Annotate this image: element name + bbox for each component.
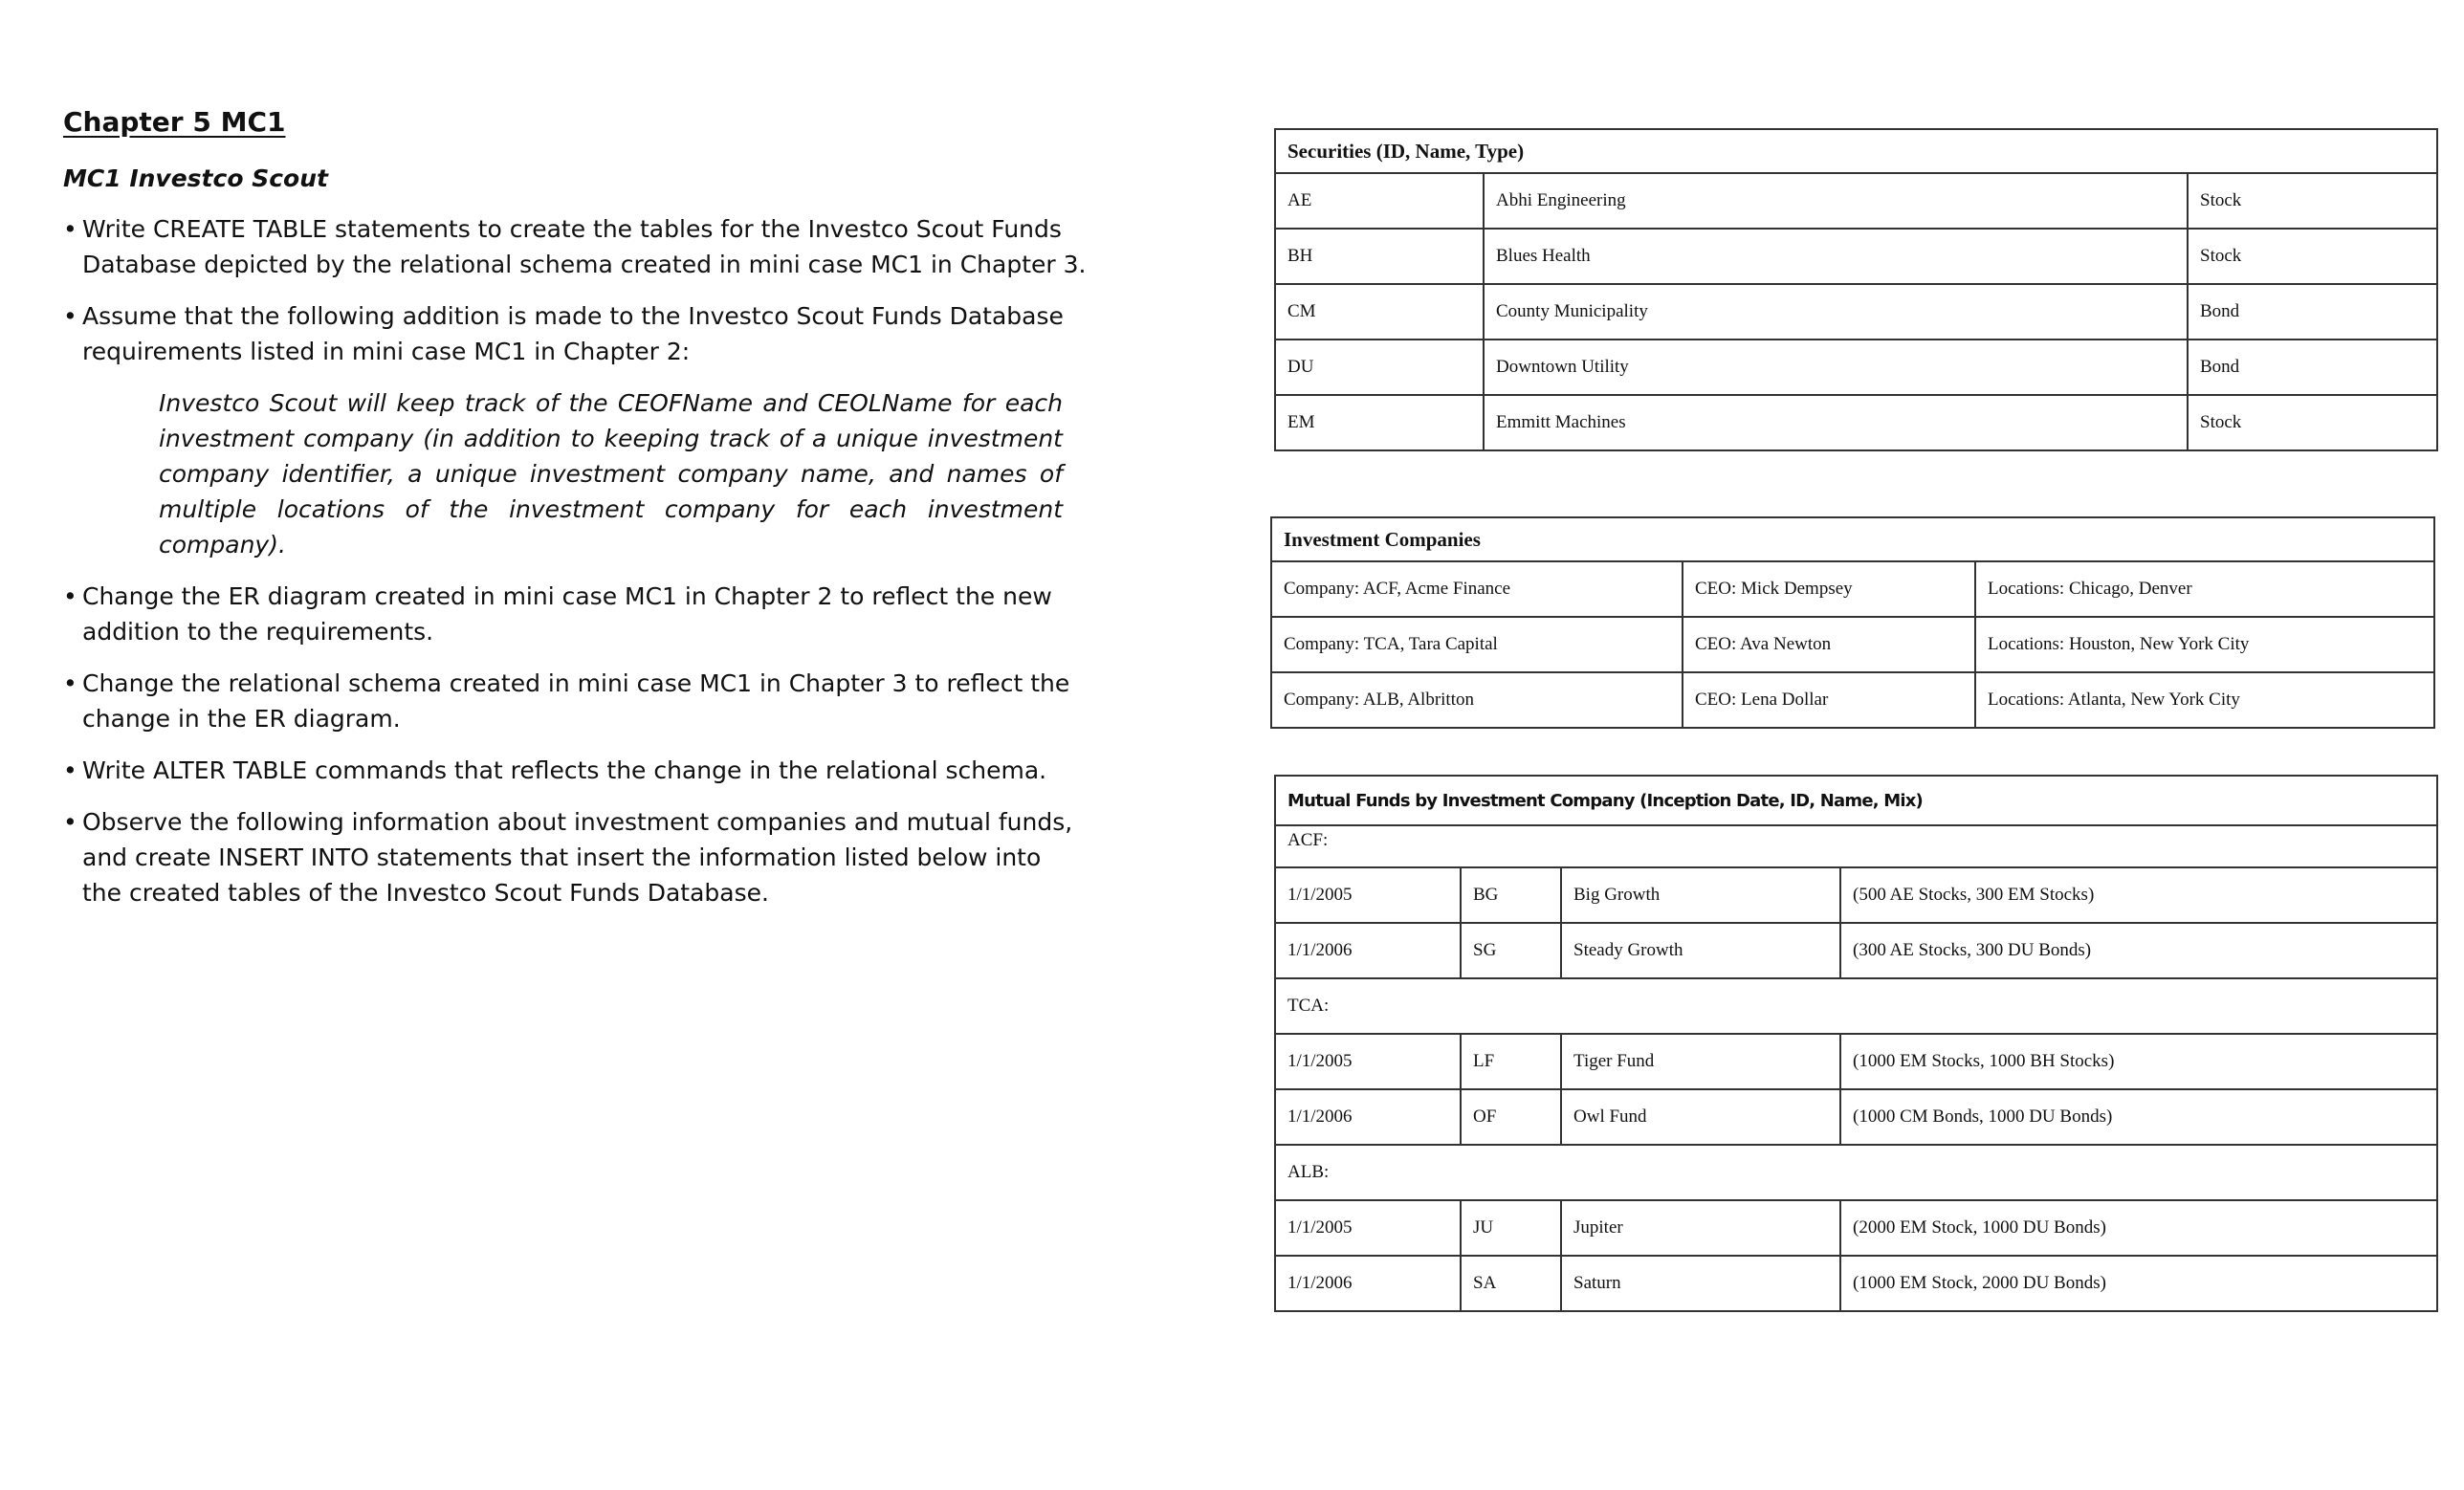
table-row xyxy=(1271,617,2434,672)
security-name: County Municipality xyxy=(1484,284,2188,340)
security-id: BH xyxy=(1275,229,1484,284)
bullet-glyph: • xyxy=(63,756,77,784)
locations-cell: Locations: Chicago, Denver xyxy=(1975,561,2434,617)
table-row xyxy=(1275,1034,2437,1089)
fund-date: 1/1/2006 xyxy=(1275,1089,1461,1145)
table-row xyxy=(1275,1200,2437,1256)
table-header-row xyxy=(1271,517,2434,561)
fund-mix: (500 AE Stocks, 300 EM Stocks) xyxy=(1840,867,2437,923)
instruction-item xyxy=(63,298,1087,369)
fund-date: 1/1/2005 xyxy=(1275,1034,1461,1089)
fund-mix: (1000 EM Stock, 2000 DU Bonds) xyxy=(1840,1256,2437,1311)
security-id: EM xyxy=(1275,395,1484,450)
fund-name: Saturn xyxy=(1561,1256,1840,1311)
fund-date: 1/1/2006 xyxy=(1275,1256,1461,1311)
locations-cell: Locations: Houston, New York City xyxy=(1975,617,2434,672)
chapter-title: Chapter 5 MC1 xyxy=(63,106,286,138)
security-type: Bond xyxy=(2188,340,2437,395)
fund-mix: (2000 EM Stock, 1000 DU Bonds) xyxy=(1840,1200,2437,1256)
group-label: ACF: xyxy=(1275,825,2437,867)
group-label: ALB: xyxy=(1275,1145,2437,1200)
fund-date: 1/1/2006 xyxy=(1275,923,1461,978)
security-id: CM xyxy=(1275,284,1484,340)
table-row xyxy=(1275,1089,2437,1145)
instructions-panel xyxy=(63,103,1087,927)
bullet-glyph: • xyxy=(63,215,77,243)
ceo-cell: CEO: Lena Dollar xyxy=(1683,672,1975,728)
company-cell: Company: ACF, Acme Finance xyxy=(1271,561,1683,617)
fund-id: BG xyxy=(1461,867,1561,923)
table-header: Securities (ID, Name, Type) xyxy=(1275,129,2437,173)
security-type: Bond xyxy=(2188,284,2437,340)
bullet-glyph: • xyxy=(63,582,77,610)
instruction-item xyxy=(63,211,1087,282)
table-header-row xyxy=(1275,776,2437,825)
table-row xyxy=(1275,395,2437,450)
instruction-item xyxy=(63,753,1087,788)
bullet-glyph: • xyxy=(63,669,77,697)
instruction-text: Write ALTER TABLE commands that reflects the change in the relational schema. xyxy=(82,756,1047,784)
fund-id: SA xyxy=(1461,1256,1561,1311)
table-row xyxy=(1275,1256,2437,1311)
securities-table xyxy=(1274,128,2438,451)
bullet-glyph: • xyxy=(63,808,77,836)
security-name: Downtown Utility xyxy=(1484,340,2188,395)
table-header-row xyxy=(1275,129,2437,173)
fund-mix: (300 AE Stocks, 300 DU Bonds) xyxy=(1840,923,2437,978)
instruction-text: Change the relational schema created in mini case MC1 in Chapter 3 to reflect the change in the ER diagram. xyxy=(82,669,1070,733)
instruction-list xyxy=(63,211,1087,369)
fund-id: SG xyxy=(1461,923,1561,978)
security-name: Emmitt Machines xyxy=(1484,395,2188,450)
fund-date: 1/1/2005 xyxy=(1275,867,1461,923)
table-header: Investment Companies xyxy=(1271,517,2434,561)
security-type: Stock xyxy=(2188,395,2437,450)
companies-table xyxy=(1270,516,2435,729)
fund-date: 1/1/2005 xyxy=(1275,1200,1461,1256)
company-cell: Company: TCA, Tara Capital xyxy=(1271,617,1683,672)
security-id: AE xyxy=(1275,173,1484,229)
instruction-item xyxy=(63,804,1087,910)
group-row xyxy=(1275,825,2437,867)
instruction-item xyxy=(63,579,1087,649)
group-row xyxy=(1275,978,2437,1034)
group-label: TCA: xyxy=(1275,978,2437,1034)
fund-name: Big Growth xyxy=(1561,867,1840,923)
fund-id: JU xyxy=(1461,1200,1561,1256)
table-row xyxy=(1275,229,2437,284)
fund-id: LF xyxy=(1461,1034,1561,1089)
case-title: MC1 Investco Scout xyxy=(63,164,328,192)
fund-id: OF xyxy=(1461,1089,1561,1145)
fund-mix: (1000 EM Stocks, 1000 BH Stocks) xyxy=(1840,1034,2437,1089)
fund-mix: (1000 CM Bonds, 1000 DU Bonds) xyxy=(1840,1089,2437,1145)
locations-cell: Locations: Atlanta, New York City xyxy=(1975,672,2434,728)
table-row xyxy=(1275,867,2437,923)
company-cell: Company: ALB, Albritton xyxy=(1271,672,1683,728)
security-type: Stock xyxy=(2188,229,2437,284)
table-row xyxy=(1275,284,2437,340)
instruction-item xyxy=(63,666,1087,736)
instruction-text: Write CREATE TABLE statements to create the tables for the Investco Scout Funds Database depicted by the relational schema created in mini case MC1 in Chapter 3. xyxy=(82,215,1087,278)
instruction-text: Assume that the following addition is made to the Investco Scout Funds Database requirements listed in mini case MC1 in Chapter 2: xyxy=(82,302,1064,365)
security-id: DU xyxy=(1275,340,1484,395)
ceo-cell: CEO: Mick Dempsey xyxy=(1683,561,1975,617)
fund-name: Steady Growth xyxy=(1561,923,1840,978)
mutual-funds-table xyxy=(1274,775,2438,1312)
table-row xyxy=(1275,173,2437,229)
ceo-cell: CEO: Ava Newton xyxy=(1683,617,1975,672)
instruction-text: Observe the following information about investment companies and mutual funds, and create INSERT INTO statements that insert the information listed below into the created tables of the Investco Scout Funds Database. xyxy=(82,808,1073,907)
table-row xyxy=(1275,340,2437,395)
table-row xyxy=(1271,561,2434,617)
table-header: Mutual Funds by Investment Company (Inception Date, ID, Name, Mix) xyxy=(1275,776,2437,825)
fund-name: Owl Fund xyxy=(1561,1089,1840,1145)
bullet-glyph: • xyxy=(63,302,77,330)
fund-name: Tiger Fund xyxy=(1561,1034,1840,1089)
fund-name: Jupiter xyxy=(1561,1200,1840,1256)
group-row xyxy=(1275,1145,2437,1200)
security-name: Abhi Engineering xyxy=(1484,173,2188,229)
table-row xyxy=(1275,923,2437,978)
security-type: Stock xyxy=(2188,173,2437,229)
instruction-text: Change the ER diagram created in mini case MC1 in Chapter 2 to reflect the new addition to the requirements. xyxy=(82,582,1052,646)
instruction-list xyxy=(63,579,1087,910)
table-row xyxy=(1271,672,2434,728)
security-name: Blues Health xyxy=(1484,229,2188,284)
requirement-quote: Investco Scout will keep track of the CEOFName and CEOLName for each investment company (in addition to keeping track of a unique investment company identifier, a unique investment company name, and names of multiple locations of the investment company for each investment company). xyxy=(159,389,1063,559)
